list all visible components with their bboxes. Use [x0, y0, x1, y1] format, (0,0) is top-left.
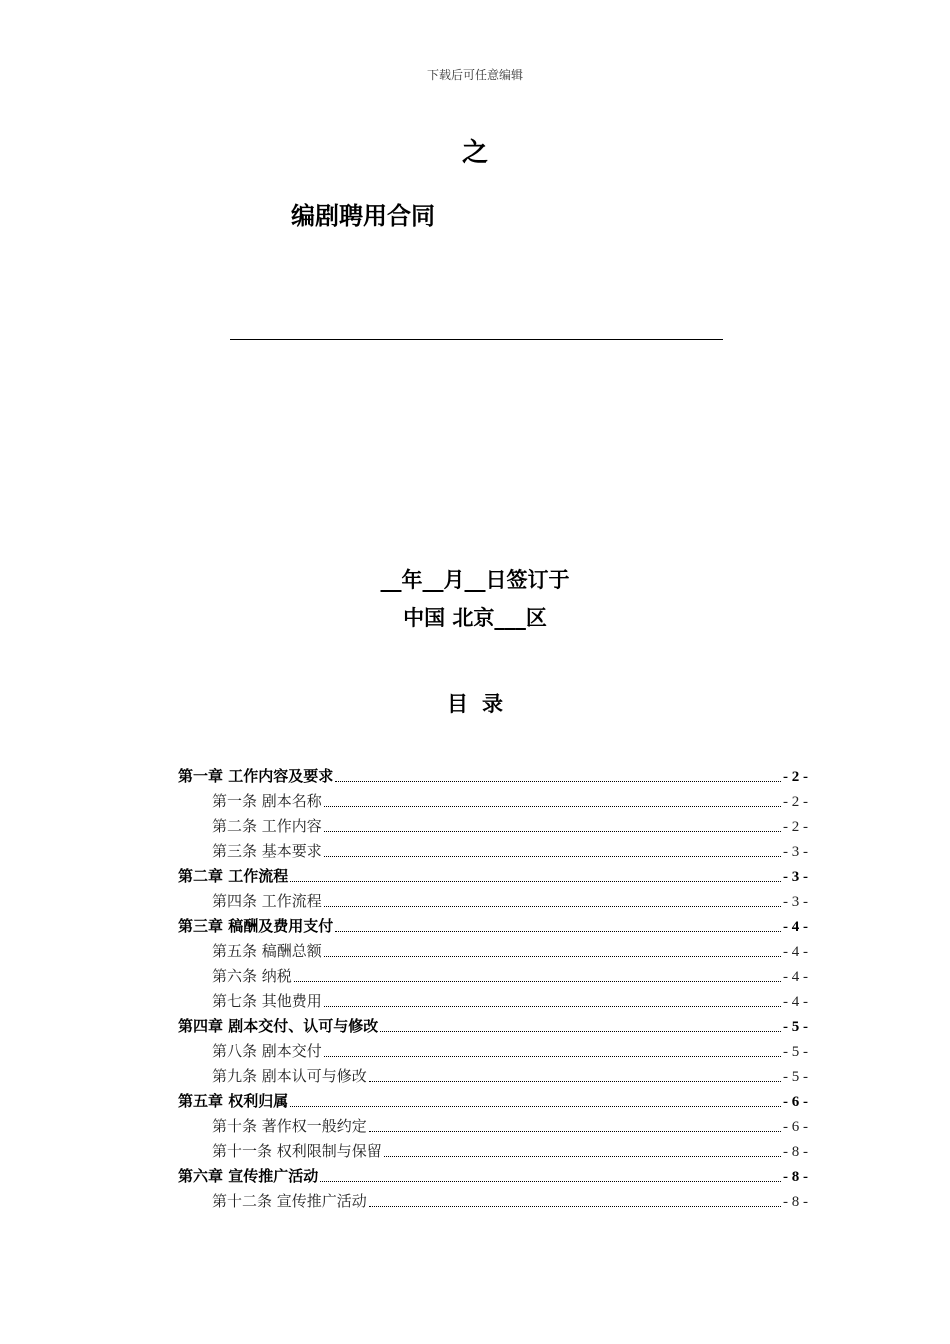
toc-entry-label: 第五章 权利归属	[178, 1092, 289, 1110]
toc-dot-leader	[324, 1055, 781, 1057]
table-of-contents	[178, 764, 808, 1214]
toc-entry-label: 第一章 工作内容及要求	[178, 767, 334, 785]
toc-dot-leader	[324, 805, 781, 807]
toc-article-entry[interactable]	[178, 939, 808, 964]
toc-entry-label: 第二章 工作流程	[178, 867, 289, 885]
toc-entry-page: - 5 -	[783, 1044, 808, 1060]
toc-dot-leader	[384, 1155, 781, 1157]
document-title: 编剧聘用合同	[291, 202, 435, 230]
toc-chapter-entry[interactable]	[178, 914, 808, 939]
toc-article-entry[interactable]	[178, 1189, 808, 1214]
toc-dot-leader	[369, 1080, 781, 1082]
toc-entry-label: 第三章 稿酬及费用支付	[178, 917, 334, 935]
title-prefix: 之	[461, 138, 488, 168]
toc-article-entry[interactable]	[178, 1039, 808, 1064]
toc-entry-label: 第十条 著作权一般约定	[212, 1117, 367, 1135]
toc-heading: 目录	[447, 692, 517, 716]
toc-chapter-entry[interactable]	[178, 764, 808, 789]
toc-article-entry[interactable]	[178, 1139, 808, 1164]
toc-entry-page: - 3 -	[783, 869, 808, 885]
toc-chapter-entry[interactable]	[178, 1164, 808, 1189]
signing-place-line: 中国 北京___区	[403, 606, 547, 630]
toc-dot-leader	[380, 1030, 781, 1032]
toc-chapter-entry[interactable]	[178, 864, 808, 889]
toc-entry-page: - 8 -	[783, 1194, 808, 1210]
toc-dot-leader	[369, 1205, 781, 1207]
toc-entry-page: - 3 -	[783, 844, 808, 860]
toc-entry-page: - 3 -	[783, 894, 808, 910]
toc-dot-leader	[324, 1005, 781, 1007]
toc-dot-leader	[335, 930, 781, 932]
toc-article-entry[interactable]	[178, 889, 808, 914]
toc-entry-page: - 2 -	[783, 819, 808, 835]
toc-article-entry[interactable]	[178, 839, 808, 864]
toc-entry-page: - 4 -	[783, 994, 808, 1010]
toc-dot-leader	[324, 905, 781, 907]
toc-entry-label: 第五条 稿酬总额	[212, 942, 322, 960]
toc-entry-page: - 8 -	[783, 1144, 808, 1160]
toc-entry-page: - 2 -	[783, 794, 808, 810]
toc-entry-page: - 4 -	[783, 969, 808, 985]
toc-dot-leader	[324, 955, 781, 957]
toc-dot-leader	[320, 1180, 781, 1182]
page-header-note: 下载后可任意编辑	[426, 68, 523, 82]
toc-dot-leader	[290, 1105, 781, 1107]
toc-entry-page: - 2 -	[783, 769, 808, 785]
toc-article-entry[interactable]	[178, 789, 808, 814]
toc-entry-label: 第一条 剧本名称	[212, 792, 322, 810]
toc-entry-label: 第七条 其他费用	[212, 992, 322, 1010]
toc-entry-page: - 6 -	[783, 1119, 808, 1135]
toc-dot-leader	[335, 780, 781, 782]
toc-entry-page: - 6 -	[783, 1094, 808, 1110]
toc-entry-label: 第九条 剧本认可与修改	[212, 1067, 367, 1085]
toc-entry-label: 第十二条 宣传推广活动	[212, 1192, 367, 1210]
signing-date-line: __年__月__日签订于	[380, 568, 570, 592]
toc-article-entry[interactable]	[178, 989, 808, 1014]
toc-entry-page: - 8 -	[783, 1169, 808, 1185]
toc-article-entry[interactable]	[178, 1114, 808, 1139]
toc-chapter-entry[interactable]	[178, 1014, 808, 1039]
toc-article-entry[interactable]	[178, 964, 808, 989]
toc-entry-label: 第六条 纳税	[212, 967, 292, 985]
toc-article-entry[interactable]	[178, 814, 808, 839]
toc-entry-label: 第十一条 权利限制与保留	[212, 1142, 382, 1160]
toc-entry-label: 第三条 基本要求	[212, 842, 322, 860]
toc-chapter-entry[interactable]	[178, 1089, 808, 1114]
toc-entry-label: 第四条 工作流程	[212, 892, 322, 910]
title-underline-rule	[230, 339, 723, 340]
toc-dot-leader	[290, 880, 781, 882]
toc-dot-leader	[294, 980, 781, 982]
toc-article-entry[interactable]	[178, 1064, 808, 1089]
toc-entry-page: - 4 -	[783, 919, 808, 935]
toc-dot-leader	[324, 830, 781, 832]
toc-entry-label: 第八条 剧本交付	[212, 1042, 322, 1060]
toc-entry-label: 第六章 宣传推广活动	[178, 1167, 319, 1185]
toc-entry-page: - 4 -	[783, 944, 808, 960]
toc-dot-leader	[369, 1130, 781, 1132]
toc-entry-page: - 5 -	[783, 1069, 808, 1085]
toc-dot-leader	[324, 855, 781, 857]
toc-entry-page: - 5 -	[783, 1019, 808, 1035]
toc-entry-label: 第四章 剧本交付、认可与修改	[178, 1017, 379, 1035]
toc-entry-label: 第二条 工作内容	[212, 817, 322, 835]
